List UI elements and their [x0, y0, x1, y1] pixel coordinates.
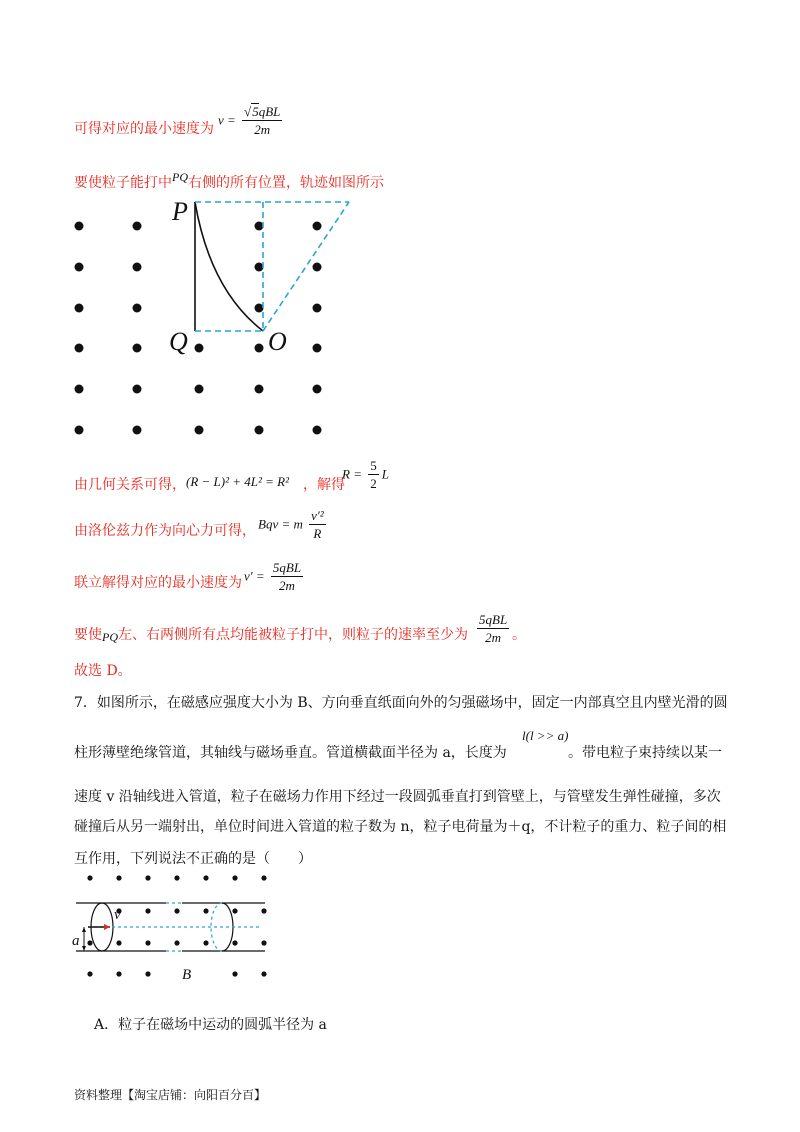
- formula-vprime-lhs: v′ =: [244, 568, 265, 584]
- q7-line-3: 速度 v 沿轴线进入管道，粒子在磁场力作用下经过一段圆弧垂直打到管壁上，与管壁发生弹性碰撞，多次: [74, 789, 721, 805]
- footer-source: 资料整理【淘宝店铺：向阳百分百】: [74, 1088, 267, 1102]
- answer-line: 故选 D。: [74, 663, 132, 679]
- geometry-text: 由几何关系可得，: [74, 477, 186, 493]
- formula-vprime-fraction: [271, 560, 303, 593]
- solve-text: ，解得: [303, 477, 345, 493]
- q7-line-1: 7．如图所示，在磁感应强度大小为 B、方向垂直纸面向外的匀强磁场中，固定一内部真空且内壁光滑的圆: [74, 695, 728, 711]
- min-speed-text: 可得对应的最小速度为: [74, 121, 214, 137]
- lorentz-line: [74, 520, 256, 540]
- formula-lorentz-lhs: Bqv = m: [258, 516, 303, 532]
- label-v: v: [114, 907, 121, 923]
- formula-v-den: 2m: [254, 122, 271, 137]
- combined-text: 联立解得对应的最小速度为: [74, 575, 242, 591]
- option-a: A．粒子在磁场中运动的圆弧半径为 a: [94, 1017, 327, 1033]
- formula-r-num: 5: [370, 458, 377, 473]
- label-a: a: [72, 933, 80, 949]
- pq-right-post: 右侧的所有位置，轨迹如图所示: [188, 175, 384, 191]
- pq-right-line: [74, 172, 384, 192]
- label-q: Q: [169, 327, 188, 356]
- pq-right-pre: 要使粒子能打中: [74, 175, 172, 191]
- label-b: B: [182, 967, 192, 983]
- formula-final-fraction: [477, 612, 509, 645]
- formula-v-num: qBL: [258, 104, 281, 119]
- formula-final: [474, 612, 512, 645]
- particle-arc: [195, 202, 263, 331]
- trajectory-figure: [60, 190, 370, 440]
- q7-line-2: [74, 742, 507, 762]
- formula-v-fraction: $\frac{\text{√5qBL}}{2m}$: [244, 104, 281, 137]
- geometry-eq: (R − L)² + 4L² = R²: [186, 474, 290, 489]
- combined-line: [74, 572, 242, 592]
- lorentz-text: 由洛伦兹力作为向心力可得，: [74, 523, 256, 539]
- formula-v: [218, 104, 285, 137]
- velocity-arrowhead: [104, 924, 110, 930]
- label-o: O: [268, 327, 287, 356]
- q7-line-4: 碰撞后从另一端射出，单位时间进入管道的粒子数为 n，粒子电荷量为＋q，不计粒子的重力、粒子间的相: [74, 819, 727, 835]
- formula-r-fraction: [368, 458, 379, 491]
- conclusion-post: 左、右两侧所有点均能被粒子打中，则粒子的速率至少为: [118, 627, 468, 643]
- formula-lorentz-fraction: [309, 508, 326, 541]
- formula-r-den: 2: [370, 476, 377, 491]
- conclusion-line: [74, 624, 468, 644]
- pipe-figure: [70, 868, 280, 986]
- pq-label: PQ: [172, 170, 188, 184]
- formula-lorentz-den: R: [313, 526, 322, 541]
- conclusion-end: 。: [512, 627, 526, 643]
- conclusion-pre: 要使: [74, 627, 102, 643]
- pq-label-2: PQ: [102, 630, 118, 644]
- label-p: P: [172, 197, 188, 226]
- pipe-field-dots: [87, 875, 266, 976]
- formula-lorentz-num: v′²: [311, 508, 324, 523]
- q7-length-formula: l(l >> a): [522, 728, 569, 743]
- formula-r-l: L: [381, 466, 389, 482]
- formula-final-num: 5qBL: [479, 612, 508, 627]
- q7-line-2-a: 柱形薄壁绝缘管道，其轴线与磁场垂直。管道横截面半径为 a，长度为: [74, 745, 507, 761]
- q7-line-5: 互作用，下列说法不正确的是（ ）: [74, 851, 312, 867]
- formula-vprime: [244, 560, 306, 593]
- formula-r: [342, 458, 389, 491]
- construction-lines: [195, 202, 349, 331]
- formula-v-lhs: v =: [218, 112, 236, 128]
- formula-v-root: 5: [252, 104, 259, 119]
- formula-lorentz: [258, 508, 329, 541]
- q7-line-2-b: 。带电粒子束持续以某一: [568, 745, 722, 761]
- min-speed-line: [74, 118, 214, 138]
- formula-vprime-num: 5qBL: [272, 560, 302, 575]
- formula-r-lhs: R =: [342, 466, 362, 482]
- formula-vprime-den: 2m: [279, 578, 295, 593]
- geometry-line: [74, 474, 186, 494]
- formula-final-den: 2m: [485, 630, 502, 645]
